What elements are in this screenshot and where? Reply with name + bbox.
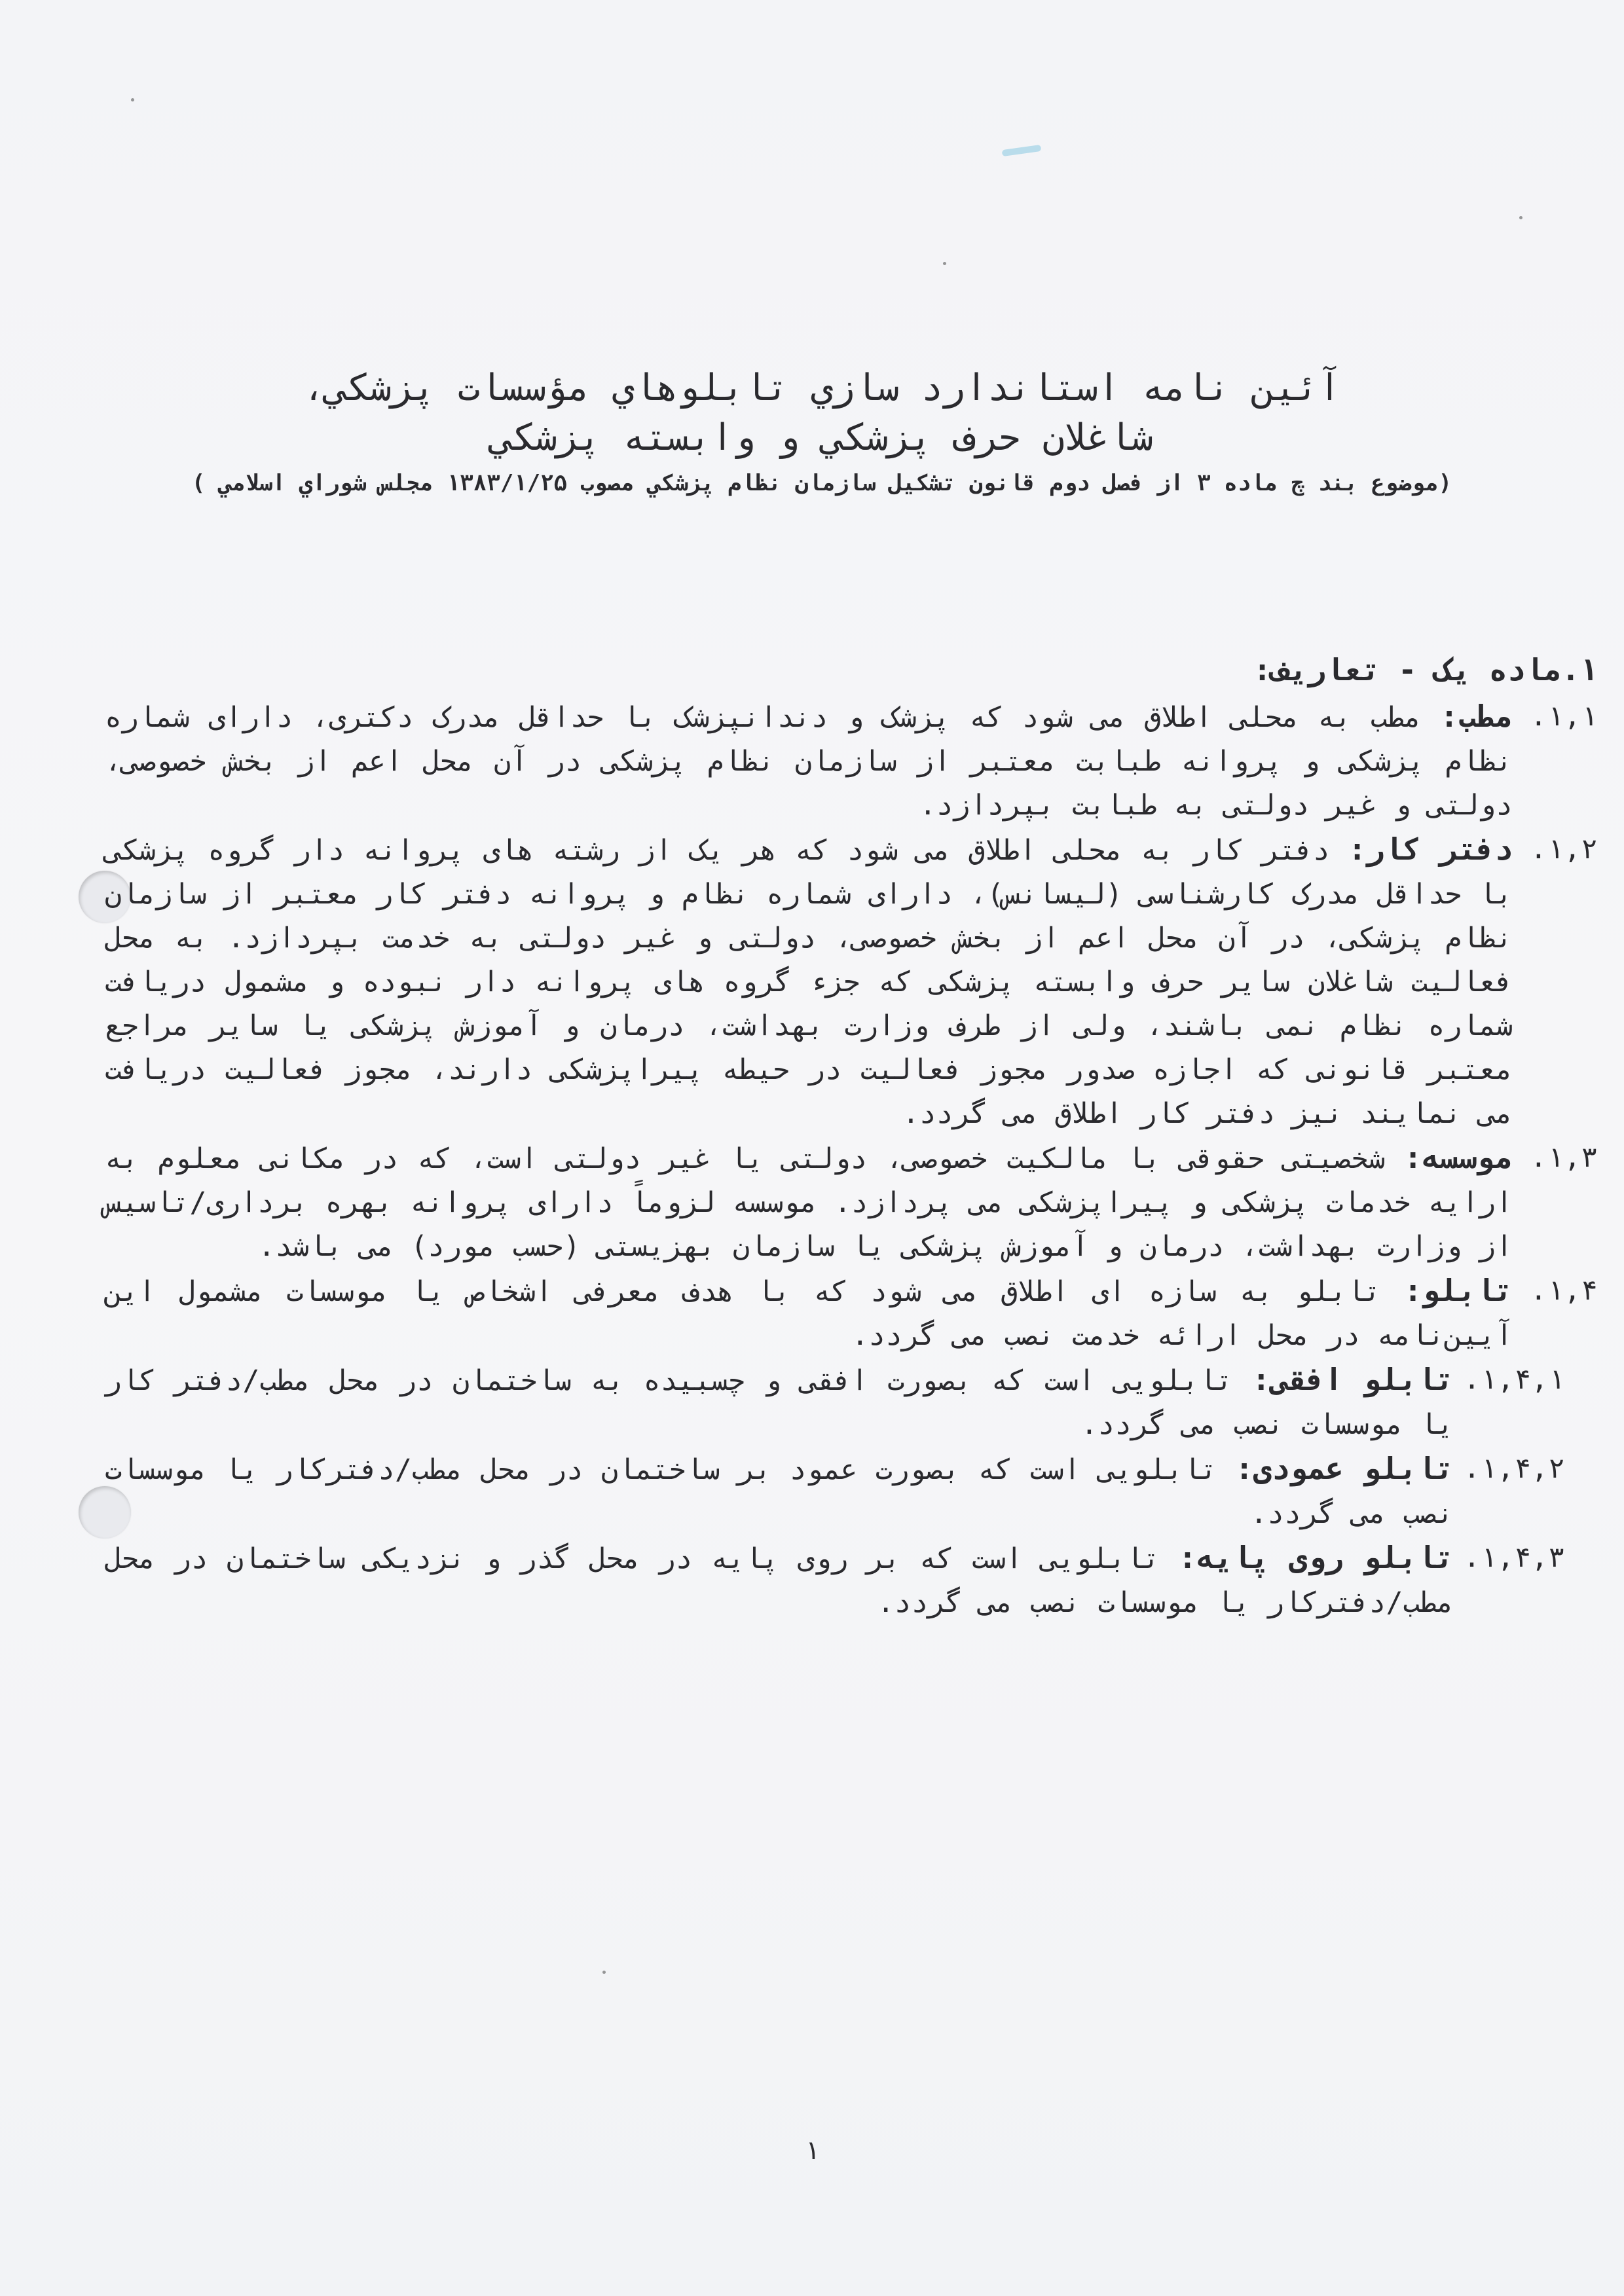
definition-subitem-vertical: [105, 1447, 1565, 1536]
subitem-body: [105, 1536, 1454, 1625]
item-body: [105, 1136, 1513, 1269]
subitem-term: تابلو روی پایه:: [1178, 1540, 1454, 1575]
subitem-text: تابلویی است که بصورت عمود بر ساختمان در محل مطب/دفترکار یا موسسات نصب می گردد.: [105, 1453, 1454, 1530]
ink-mark: [1002, 145, 1042, 156]
subitem-number: ۱,۴,۲.: [1463, 1452, 1565, 1485]
item-term: تابلو:: [1403, 1273, 1513, 1308]
document-header: [111, 363, 1532, 500]
item-text: مطب به محلی اطلاق می شود که پزشک و دندانپزشک با حداقل مدرک دکتری، دارای شماره نظام پزشکی و پروانه طبابت معتبر از سازمان نظام پزشکی در آن محل اعم از بخش خصوصی، دولتی و غیر دولتی به طبابت بپردازد.: [105, 701, 1513, 822]
subitem-text: تابلویی است که بر روی پایه در محل گذر و نزدیکی ساختمان در محل مطب/دفترکار یا موسسات نصب می گردد.: [105, 1542, 1454, 1619]
definition-item-signboard: [105, 1269, 1598, 1358]
subitem-body: [105, 1447, 1454, 1536]
item-term: موسسه:: [1403, 1140, 1513, 1175]
subitem-text: تابلویی است که بصورت افقی و چسبیده به ساختمان در محل مطب/دفتر کار یا موسسات نصب می گردد.: [105, 1364, 1454, 1441]
item-term: دفتر کار:: [1348, 831, 1513, 867]
paper-speck: [131, 98, 134, 101]
item-number: ۱,۴.: [1530, 1274, 1598, 1307]
definition-item-office: [105, 695, 1598, 828]
document-body: [105, 648, 1598, 1625]
item-text: دفتر کار به محلی اطلاق می شود که هر یک از رشته های پروانه دار گروه پزشکی با حداقل مدرک کارشناسی (لیسانس)، دارای شماره نظام و پروانه دفتر کار معتبر از سازمان نظام پزشکی، در آن محل اعم از بخش خصوصی، دولتی و غیر دولتی به خدمت بپردازد. به محل فعالیت شاغلان سایر حرف وابسته پزشکی که جزء گروه های پروانه دار نبوده و مشمول دریافت شماره نظام نمی باشند، ولی از طرف وزارت بهداشت، درمان و آموزش پزشکی یا سایر مراجع معتبر قانونی که اجازه صدور مجوز فعالیت در حیطه پیراپزشکی دارند، مجوز فعالیت دریافت می نمایند نیز دفتر کار اطلاق می گردد.: [105, 834, 1513, 1130]
item-number: ۱,۳.: [1530, 1141, 1598, 1174]
document-subtitle: (موضوع بند چ ماده ۳ از فصل دوم قانون تشكيل سازمان نظام پزشكي مصوب ۱۳۸۳/۱/۲۵ مجلس شوراي اسلامي ): [191, 470, 1452, 496]
definition-item-workplace: [105, 828, 1598, 1136]
item-text: شخصیتی حقوقی با مالکیت خصوصی، دولتی یا غیر دولتی است، که در مکانی معلوم به ارایه خدمات پزشکی و پیراپزشکی می پردازد. موسسه لزوماً دارای پروانه بهره برداری/تاسیس از وزارت بهداشت، درمان و آموزش پزشکی یا سازمان بهزیستی (حسب مورد) می باشد.: [105, 1142, 1513, 1263]
subitem-number: ۱,۴,۳.: [1463, 1541, 1565, 1574]
item-number: ۱,۱.: [1530, 700, 1598, 733]
paper-speck: [1519, 216, 1522, 219]
paper-speck: [602, 1971, 606, 1974]
document-title-line-1: آئین نامه استاندارد سازي تابلوهاي مؤسسات پزشكي،: [303, 367, 1341, 409]
item-body: [105, 828, 1513, 1136]
paper-speck: [943, 262, 946, 265]
item-number: ۱,۲.: [1530, 833, 1598, 866]
subitem-body: [105, 1358, 1454, 1447]
document-title-line-2: شاغلان حرف پزشكي و وابسته پزشكي: [490, 416, 1153, 459]
item-term: مطب:: [1440, 699, 1513, 734]
subitem-term: تابلو افقی:: [1252, 1362, 1454, 1397]
definition-subitem-horizontal: [105, 1358, 1565, 1447]
subitem-number: ۱,۴,۱.: [1463, 1363, 1565, 1396]
section-title: ۱.ماده یک - تعاریف:: [1253, 652, 1598, 687]
item-body: [105, 1269, 1513, 1358]
subitem-term: تابلو عمودی:: [1235, 1451, 1454, 1486]
definition-item-institution: [105, 1136, 1598, 1269]
item-body: [105, 695, 1513, 828]
definition-subitem-pole: [105, 1536, 1565, 1625]
item-text: تابلو به سازه ای اطلاق می شود که با هدف معرفی اشخاص یا موسسات مشمول این آیین‌نامه در محل ارائه خدمت نصب می گردد.: [105, 1275, 1513, 1352]
page-number: ۱: [803, 2136, 821, 2166]
